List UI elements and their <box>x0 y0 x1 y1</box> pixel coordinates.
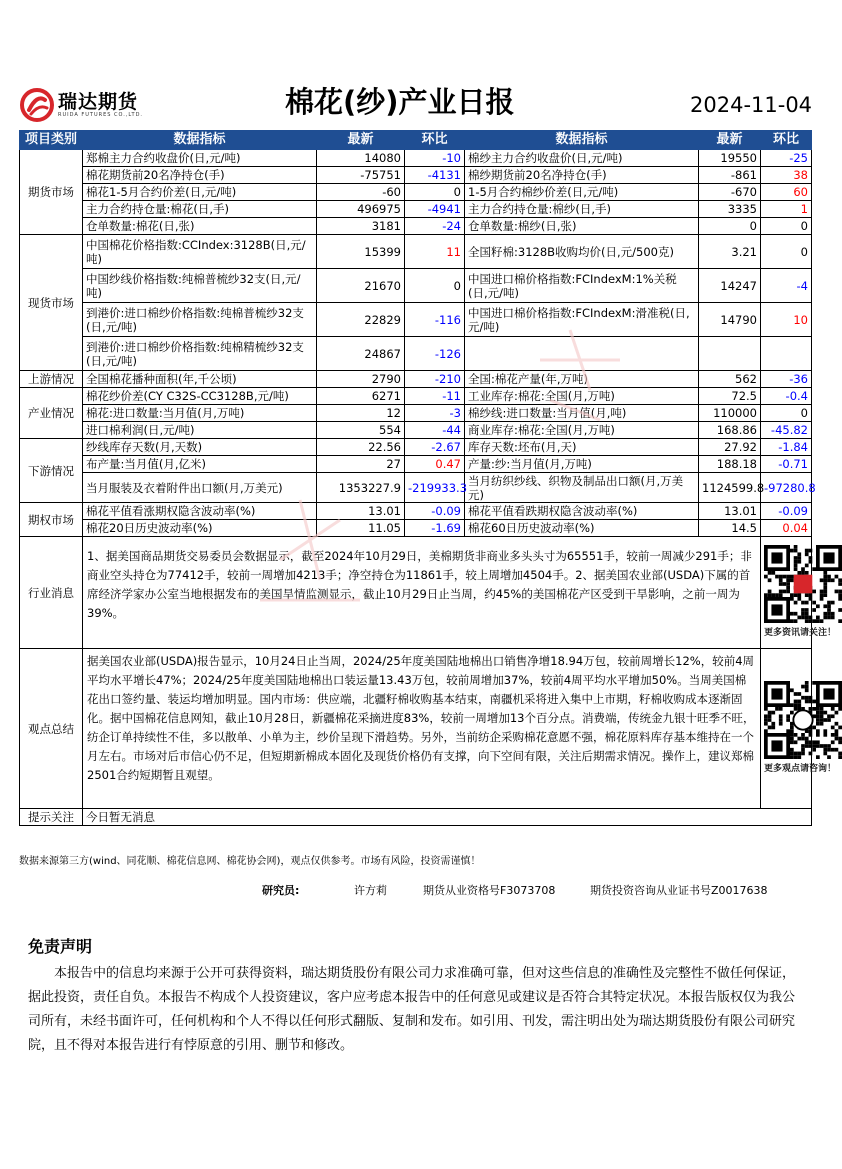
indicator-left: 主力合约持仓量:棉花(日,手) <box>83 201 317 218</box>
table-header-row <box>20 131 812 150</box>
indicator-left: 郑棉主力合约收盘价(日,元/吨) <box>83 150 317 167</box>
latest-right: 13.01 <box>699 503 761 520</box>
indicator-right: 全国籽棉:3128B收购均价(日,元/500克) <box>465 235 699 269</box>
indicator-left: 纱线库存天数(月,天数) <box>83 439 317 456</box>
indicator-right: 棉花60日历史波动率(%) <box>465 520 699 537</box>
news-text: 1、据美国商品期货交易委员会数据显示，截至2024年10月29日，美棉期货非商业多头头寸为65551手，较前一周减少291手；非商业空头持仓为77412手，较前一周增加4213手；净空持仓为11861手，较上周增加4504手。2、据美国农业部(USDA)下属的首席经济学家办公室当地根据发布的美国旱情监测显示，截止10月29日止当周，约45%的美国棉花产区受到干旱影响，之前一周为39%。 <box>83 537 761 649</box>
latest-right: 14790 <box>699 303 761 337</box>
latest-left: 27 <box>317 456 405 473</box>
change-right: 0 <box>761 235 812 269</box>
change-left: -0.09 <box>405 503 465 520</box>
change-right: -0.4 <box>761 388 812 405</box>
indicator-right: 全国:棉花产量(年,万吨) <box>465 371 699 388</box>
latest-right: 110000 <box>699 405 761 422</box>
change-right: 0 <box>761 405 812 422</box>
category-options: 期权市场 <box>20 503 83 537</box>
wechat-icon <box>793 710 812 729</box>
indicator-right: 棉花平值看跌期权隐含波动率(%) <box>465 503 699 520</box>
latest-right: 3335 <box>699 201 761 218</box>
indicator-right: 商业库存:棉花:全国(月,万吨) <box>465 422 699 439</box>
table-row <box>20 184 812 201</box>
qr-cell-2 <box>761 649 837 809</box>
table-row <box>20 456 812 473</box>
change-left: -10 <box>405 150 465 167</box>
latest-right: -861 <box>699 167 761 184</box>
latest-right: 27.92 <box>699 439 761 456</box>
disclaimer-title: 免责声明 <box>28 937 93 956</box>
indicator-left: 棉花期货前20名净持仓(手) <box>83 167 317 184</box>
latest-left: 21670 <box>317 269 405 303</box>
category-notice: 提示关注 <box>20 809 83 826</box>
researcher-label: 研究员: <box>262 884 300 897</box>
table-row <box>20 218 812 235</box>
indicator-right: 工业库存:棉花:全国(月,万吨) <box>465 388 699 405</box>
category-upstream: 上游情况 <box>20 371 83 388</box>
change-left: 0.47 <box>405 456 465 473</box>
change-left: -44 <box>405 422 465 439</box>
table-row <box>20 235 812 269</box>
change-right: -36 <box>761 371 812 388</box>
table-row <box>20 388 812 405</box>
latest-left: 6271 <box>317 388 405 405</box>
table-row <box>20 473 812 503</box>
news-row <box>20 537 812 649</box>
views-row <box>20 649 812 809</box>
latest-right: 188.18 <box>699 456 761 473</box>
indicator-left: 布产量:当月值(月,亿米) <box>83 456 317 473</box>
change-left: 0 <box>405 269 465 303</box>
indicator-right <box>465 337 699 371</box>
table-row <box>20 269 812 303</box>
table-row <box>20 150 812 167</box>
change-left: -4131 <box>405 167 465 184</box>
change-right: -4 <box>761 269 812 303</box>
change-left: -3 <box>405 405 465 422</box>
latest-left: 496975 <box>317 201 405 218</box>
latest-left: -60 <box>317 184 405 201</box>
change-left: -2.67 <box>405 439 465 456</box>
indicator-left: 棉花1-5月合约价差(日,元/吨) <box>83 184 317 201</box>
company-logo <box>20 88 143 122</box>
ruida-logo-icon <box>20 88 54 122</box>
latest-right: 72.5 <box>699 388 761 405</box>
header-indicator-right: 数据指标 <box>465 131 699 150</box>
change-right: 0.04 <box>761 520 812 537</box>
category-spot: 现货市场 <box>20 235 83 371</box>
change-left: -4941 <box>405 201 465 218</box>
change-left: -11 <box>405 388 465 405</box>
latest-left: 14080 <box>317 150 405 167</box>
qr-code-icon <box>764 681 842 759</box>
indicator-right: 仓单数量:棉纱(日,张) <box>465 218 699 235</box>
change-right: -97280.8 <box>761 473 812 503</box>
table-row <box>20 503 812 520</box>
table-row <box>20 520 812 537</box>
change-right: -45.82 <box>761 422 812 439</box>
latest-left: 22829 <box>317 303 405 337</box>
table-row <box>20 337 812 371</box>
latest-left: 24867 <box>317 337 405 371</box>
change-left: -24 <box>405 218 465 235</box>
indicator-left: 棉花平值看涨期权隐含波动率(%) <box>83 503 317 520</box>
header-latest-left: 最新 <box>317 131 405 150</box>
change-right <box>761 337 812 371</box>
researcher-name: 许方莉 <box>354 884 387 897</box>
change-left: -126 <box>405 337 465 371</box>
latest-left: 11.05 <box>317 520 405 537</box>
indicator-left: 仓单数量:棉花(日,张) <box>83 218 317 235</box>
qr-caption-1: 更多资讯请关注！ <box>764 628 837 638</box>
change-right: 1 <box>761 201 812 218</box>
header-change-left: 环比 <box>405 131 465 150</box>
latest-right: 19550 <box>699 150 761 167</box>
indicator-right: 中国进口棉价格指数:FCIndexM:滑准税(日,元/吨) <box>465 303 699 337</box>
indicator-right: 棉纱线:进口数量:当月值(月,吨) <box>465 405 699 422</box>
views-text: 据美国农业部(USDA)报告显示，10月24日止当周，2024/25年度美国陆地棉出口销售净增18.94万包，较前周增长12%，较前4周平均水平增长47%；2024/25年度美国陆地棉出口装运量13.43万包，较前周增加37%，较前4周平均水平增加50%。当周美国棉花出口签约量、装运均增加明显。国内市场：供应端，北疆籽棉收购基本结束，南疆机采将进入集中上市期，籽棉收购成本逐渐固化。据中国棉花信息网知，截止10月28日，新疆棉花采摘进度83%，较前一周增加13个百分点。消费端，传统金九银十旺季不旺，纺企订单持续性不佳，多以散单、小单为主，纱价呈现下滑趋势。另外，当前纺企采购棉花意愿不强，棉花原料库存基本维持在一个月左右。市场对后市信心仍不足，但短期新棉成本固化及现货价格仍有支撑，向下空间有限，关注后期需求情况。操作上，建议郑棉2501合约短期暂且观望。 <box>83 649 761 809</box>
change-left: 0 <box>405 184 465 201</box>
data-table <box>19 130 837 826</box>
qr-caption-2: 更多观点请咨询！ <box>764 764 837 774</box>
change-right: -25 <box>761 150 812 167</box>
category-news: 行业消息 <box>20 537 83 649</box>
latest-right <box>699 337 761 371</box>
change-right: -0.71 <box>761 456 812 473</box>
notice-row <box>20 809 812 826</box>
company-name-en: RUIDA FUTURES CO.,LTD. <box>58 111 144 118</box>
indicator-left: 中国棉花价格指数:CCIndex:3128B(日,元/吨) <box>83 235 317 269</box>
indicator-left: 全国棉花播种面积(年,千公顷) <box>83 371 317 388</box>
change-left: -219933.3 <box>405 473 465 503</box>
change-right: -0.09 <box>761 503 812 520</box>
indicator-left: 进口棉利润(日,元/吨) <box>83 422 317 439</box>
indicator-left: 棉花:进口数量:当月值(月,万吨) <box>83 405 317 422</box>
notice-text: 今日暂无消息 <box>83 809 812 826</box>
header-latest-right: 最新 <box>699 131 761 150</box>
change-right: 38 <box>761 167 812 184</box>
latest-left: 15399 <box>317 235 405 269</box>
category-downstream: 下游情况 <box>20 439 83 503</box>
table-row <box>20 201 812 218</box>
indicator-right: 1-5月合约棉纱价差(日,元/吨) <box>465 184 699 201</box>
table-row <box>20 303 812 337</box>
indicator-left: 棉花纱价差(CY C32S-CC3128B,元/吨) <box>83 388 317 405</box>
latest-left: 554 <box>317 422 405 439</box>
latest-left: 1353227.9 <box>317 473 405 503</box>
latest-right: 14247 <box>699 269 761 303</box>
indicator-left: 棉花20日历史波动率(%) <box>83 520 317 537</box>
category-industry: 产业情况 <box>20 388 83 439</box>
report-date: 2024-11-04 <box>690 93 813 117</box>
indicator-right: 产量:纱:当月值(月,万吨) <box>465 456 699 473</box>
table-row <box>20 405 812 422</box>
source-note: 数据来源第三方(wind、同花顺、棉花信息网、棉花协会网)，观点仅供参考。市场有风险，投资需谨慎！ <box>19 856 481 867</box>
indicator-right: 棉纱主力合约收盘价(日,元/吨) <box>465 150 699 167</box>
latest-right: 168.86 <box>699 422 761 439</box>
latest-left: 12 <box>317 405 405 422</box>
change-left: -116 <box>405 303 465 337</box>
table-row <box>20 371 812 388</box>
latest-left: -75751 <box>317 167 405 184</box>
header-category: 项目类别 <box>20 131 83 150</box>
latest-left: 13.01 <box>317 503 405 520</box>
futures-cert: 期货从业资格号F3073708 <box>423 884 556 897</box>
indicator-left: 中国纱线价格指数:纯棉普梳纱32支(日,元/吨) <box>83 269 317 303</box>
company-name: 瑞达期货 <box>58 90 139 113</box>
category-views: 观点总结 <box>20 649 83 809</box>
qr-code-icon <box>764 545 842 623</box>
latest-right: 1124599.8 <box>699 473 761 503</box>
table-row <box>20 167 812 184</box>
latest-left: 3181 <box>317 218 405 235</box>
change-right: 60 <box>761 184 812 201</box>
indicator-right: 棉纱期货前20名净持仓(手) <box>465 167 699 184</box>
indicator-left: 到港价:进口棉纱价格指数:纯棉普梳纱32支(日,元/吨) <box>83 303 317 337</box>
header-indicator-left: 数据指标 <box>83 131 317 150</box>
change-right: -1.84 <box>761 439 812 456</box>
latest-left: 22.56 <box>317 439 405 456</box>
latest-right: 3.21 <box>699 235 761 269</box>
report-title: 棉花(纱)产业日报 <box>285 85 515 119</box>
disclaimer-body: 本报告中的信息均来源于公开可获得资料，瑞达期货股份有限公司力求准确可靠，但对这些信息的准确性及完整性不做任何保证，据此投资，责任自负。本报告不构成个人投资建议，客户应考虑本报告中的任何意见或建议是否符合其特定状况。本报告版权仅为我公司所有，未经书面许可，任何机构和个人不得以任何形式翻版、复制和发布。如引用、刊发，需注明出处为瑞达期货股份有限公司研究院，且不得对本报告进行有悖原意的引用、删节和修改。 <box>28 966 796 1053</box>
latest-left: 2790 <box>317 371 405 388</box>
table-row <box>20 439 812 456</box>
category-futures: 期货市场 <box>20 150 83 235</box>
table-row <box>20 422 812 439</box>
change-right: 0 <box>761 218 812 235</box>
indicator-right: 主力合约持仓量:棉纱(日,手) <box>465 201 699 218</box>
change-left: -210 <box>405 371 465 388</box>
latest-right: -670 <box>699 184 761 201</box>
indicator-left: 当月服装及衣着附件出口额(月,万美元) <box>83 473 317 503</box>
change-left: 11 <box>405 235 465 269</box>
change-left: -1.69 <box>405 520 465 537</box>
header-change-right: 环比 <box>761 131 812 150</box>
latest-right: 562 <box>699 371 761 388</box>
latest-right: 14.5 <box>699 520 761 537</box>
change-right: 10 <box>761 303 812 337</box>
indicator-right: 中国进口棉价格指数:FCIndexM:1%关税(日,元/吨) <box>465 269 699 303</box>
qr-cell-1 <box>761 537 837 649</box>
latest-right: 0 <box>699 218 761 235</box>
indicator-right: 库存天数:坯布(月,天) <box>465 439 699 456</box>
indicator-right: 当月纺织纱线、织物及制品出口额(月,万美元) <box>465 473 699 503</box>
advisory-cert: 期货投资咨询从业证书号Z0017638 <box>590 884 768 897</box>
indicator-left: 到港价:进口棉纱价格指数:纯棉精梳纱32支(日,元/吨) <box>83 337 317 371</box>
